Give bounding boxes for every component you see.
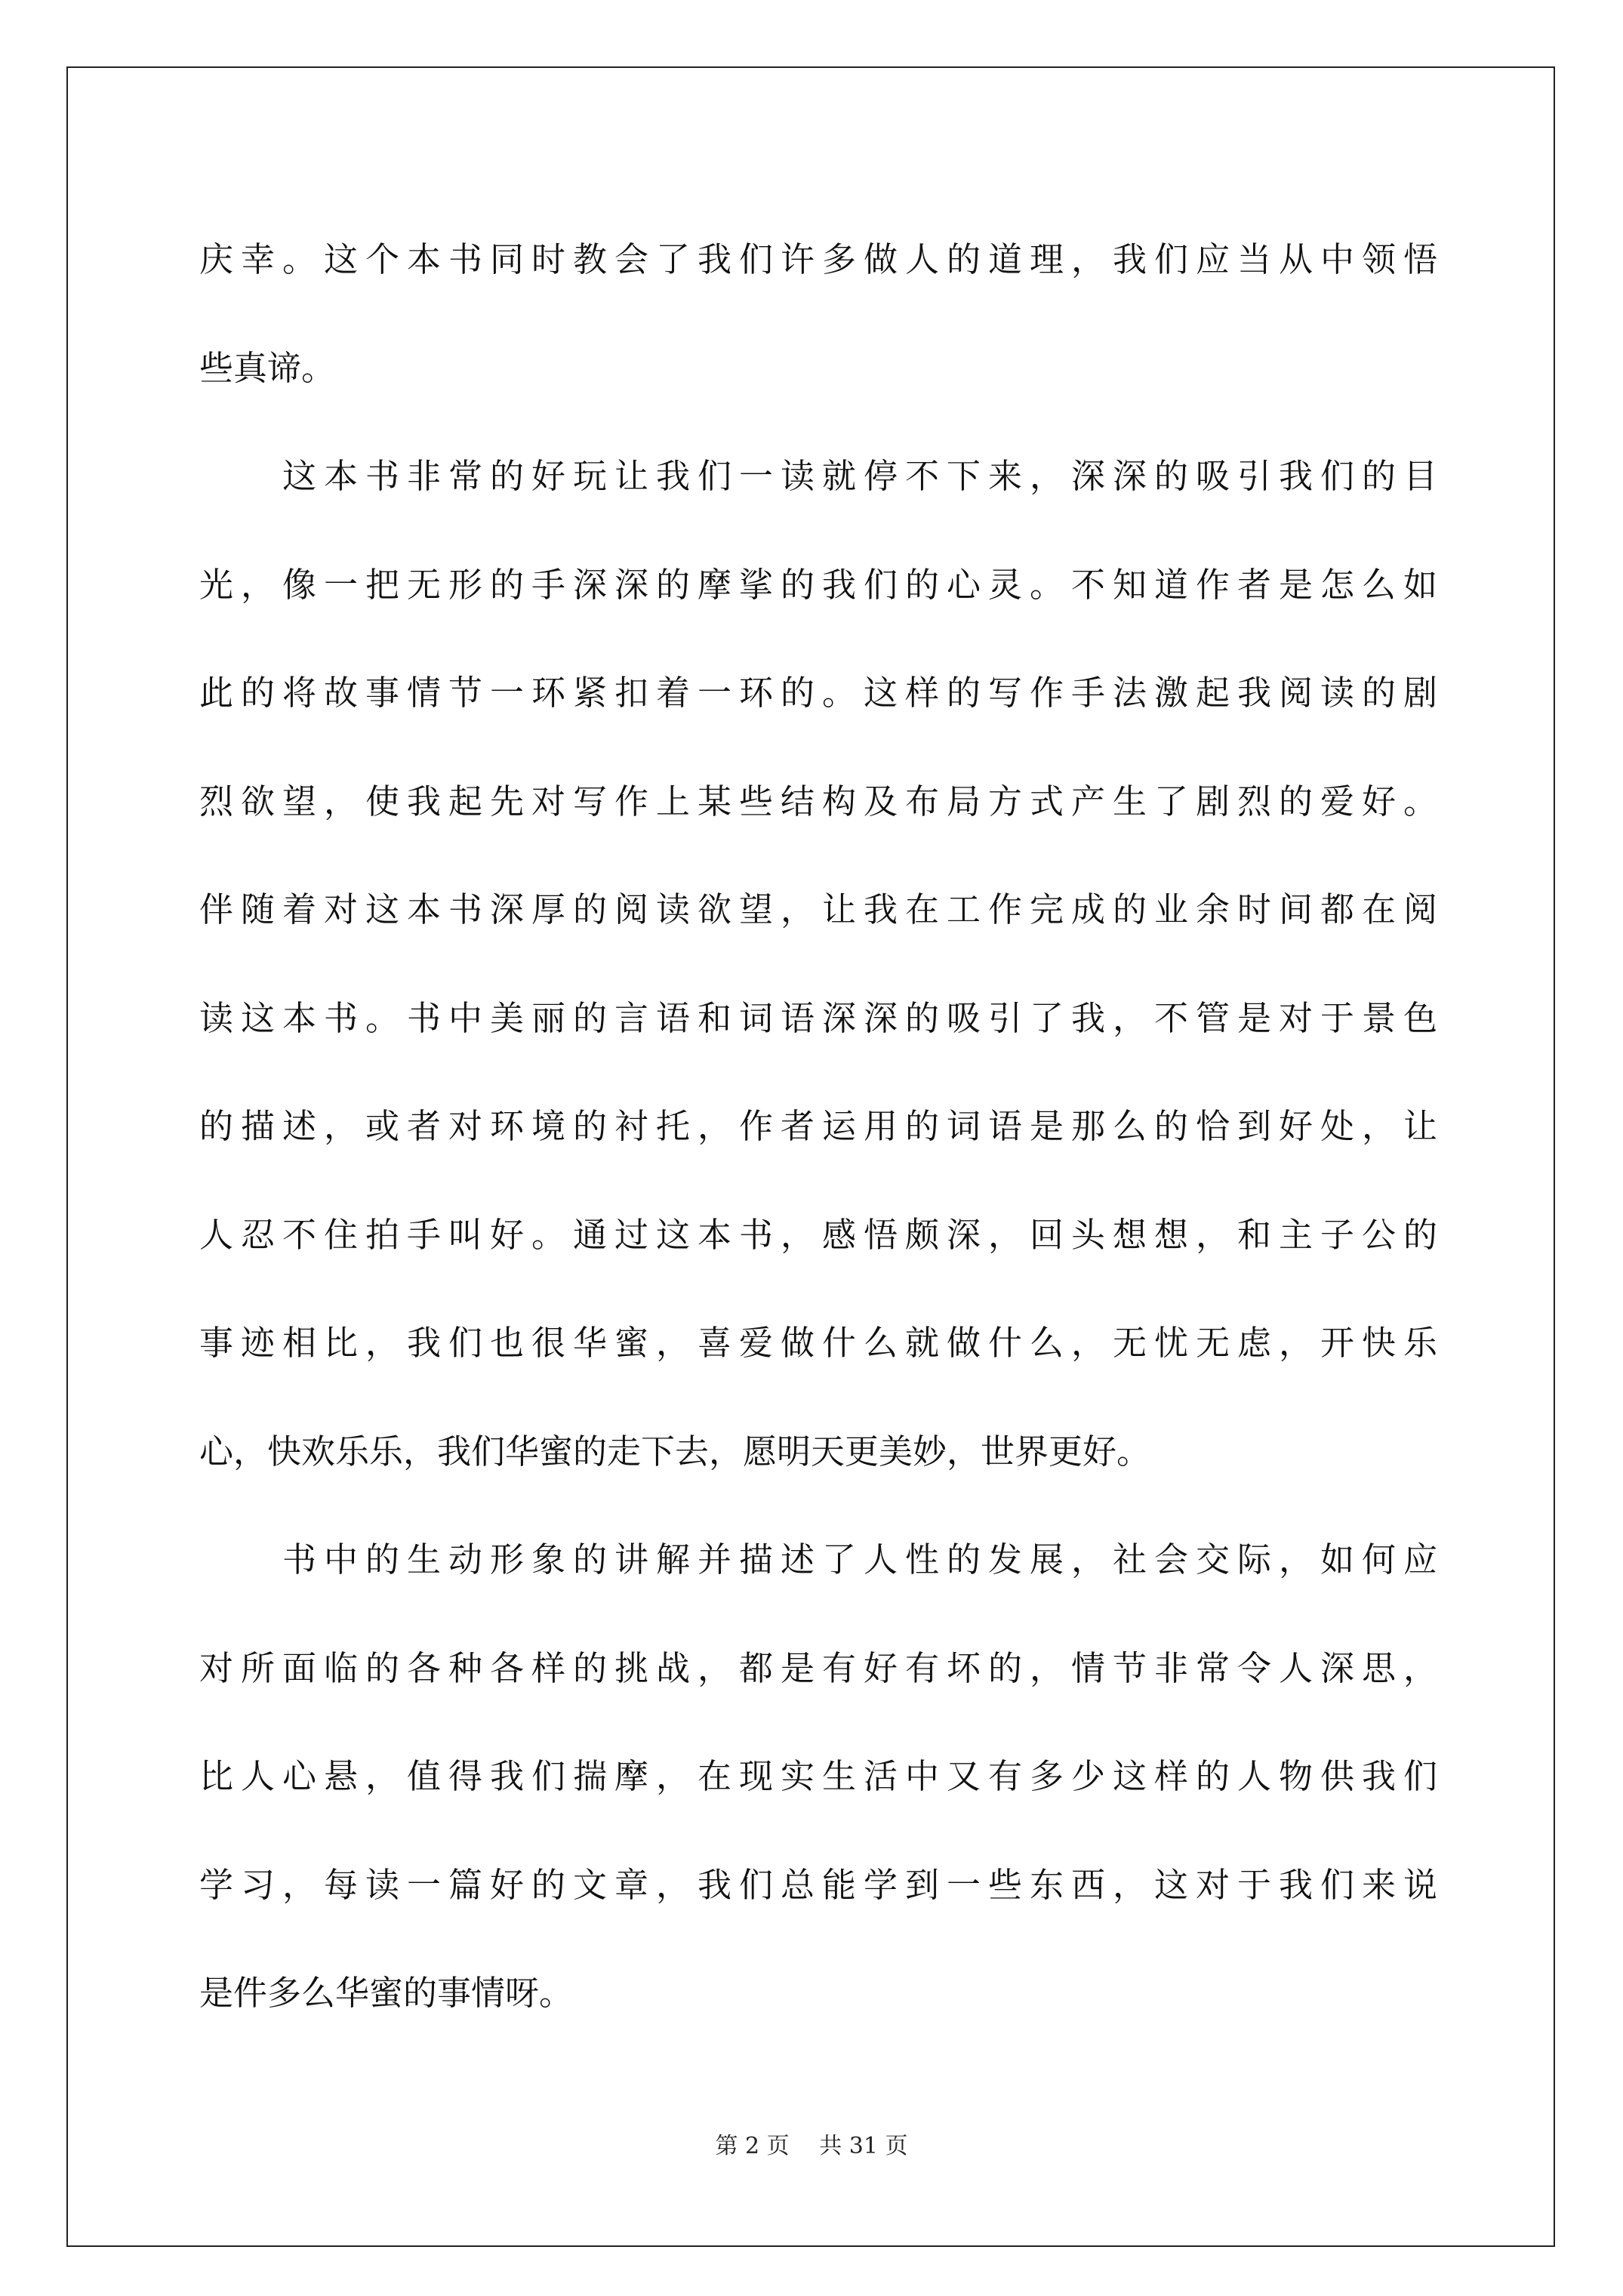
text-line: 读这本书。书中美丽的言语和词语深深的吸引了我，不管是对于景色	[199, 997, 1437, 1038]
text-line: 学习，每读一篇好的文章，我们总能学到一些东西，这对于我们来说	[199, 1864, 1437, 1905]
page-number-footer: 第 2 页 共 31 页	[715, 2133, 908, 2159]
text-line: 庆幸。这个本书同时教会了我们许多做人的道理，我们应当从中领悟	[199, 239, 1437, 279]
text-line: 伴随着对这本书深厚的阅读欲望，让我在工作完成的业余时间都在阅	[199, 889, 1437, 929]
text-line: 人忍不住拍手叫好。通过这本书，感悟颇深，回头想想，和主子公的	[199, 1214, 1437, 1255]
text-line: 的描述，或者对环境的衬托，作者运用的词语是那么的恰到好处，让	[199, 1106, 1437, 1146]
text-line: 光，像一把无形的手深深的摩挲的我们的心灵。不知道作者是怎么如	[199, 564, 1437, 605]
text-line: 是件多么华蜜的事情呀。	[199, 1973, 574, 2013]
text-line: 此的将故事情节一环紧扣着一环的。这样的写作手法激起我阅读的剧	[199, 673, 1437, 713]
text-line: 些真谛。	[199, 347, 336, 388]
text-line: 心，快欢乐乐，我们华蜜的走下去，愿明天更美妙，世界更好。	[199, 1431, 1151, 1472]
text-line: 比人心悬，值得我们揣摩，在现实生活中又有多少这样的人物供我们	[199, 1756, 1437, 1796]
text-line: 烈欲望，使我起先对写作上某些结构及布局方式产生了剧烈的爱好。	[199, 781, 1437, 821]
text-line: 对所面临的各种各样的挑战，都是有好有坏的，情节非常令人深思，	[199, 1647, 1437, 1688]
text-line: 书中的生动形象的讲解并描述了人性的发展，社会交际，如何应	[199, 1539, 1437, 1579]
document-body	[199, 205, 1437, 2048]
text-line: 这本书非常的好玩让我们一读就停不下来，深深的吸引我们的目	[199, 456, 1437, 496]
text-line: 事迹相比，我们也很华蜜，喜爱做什么就做什么，无忧无虑，开快乐	[199, 1323, 1437, 1363]
